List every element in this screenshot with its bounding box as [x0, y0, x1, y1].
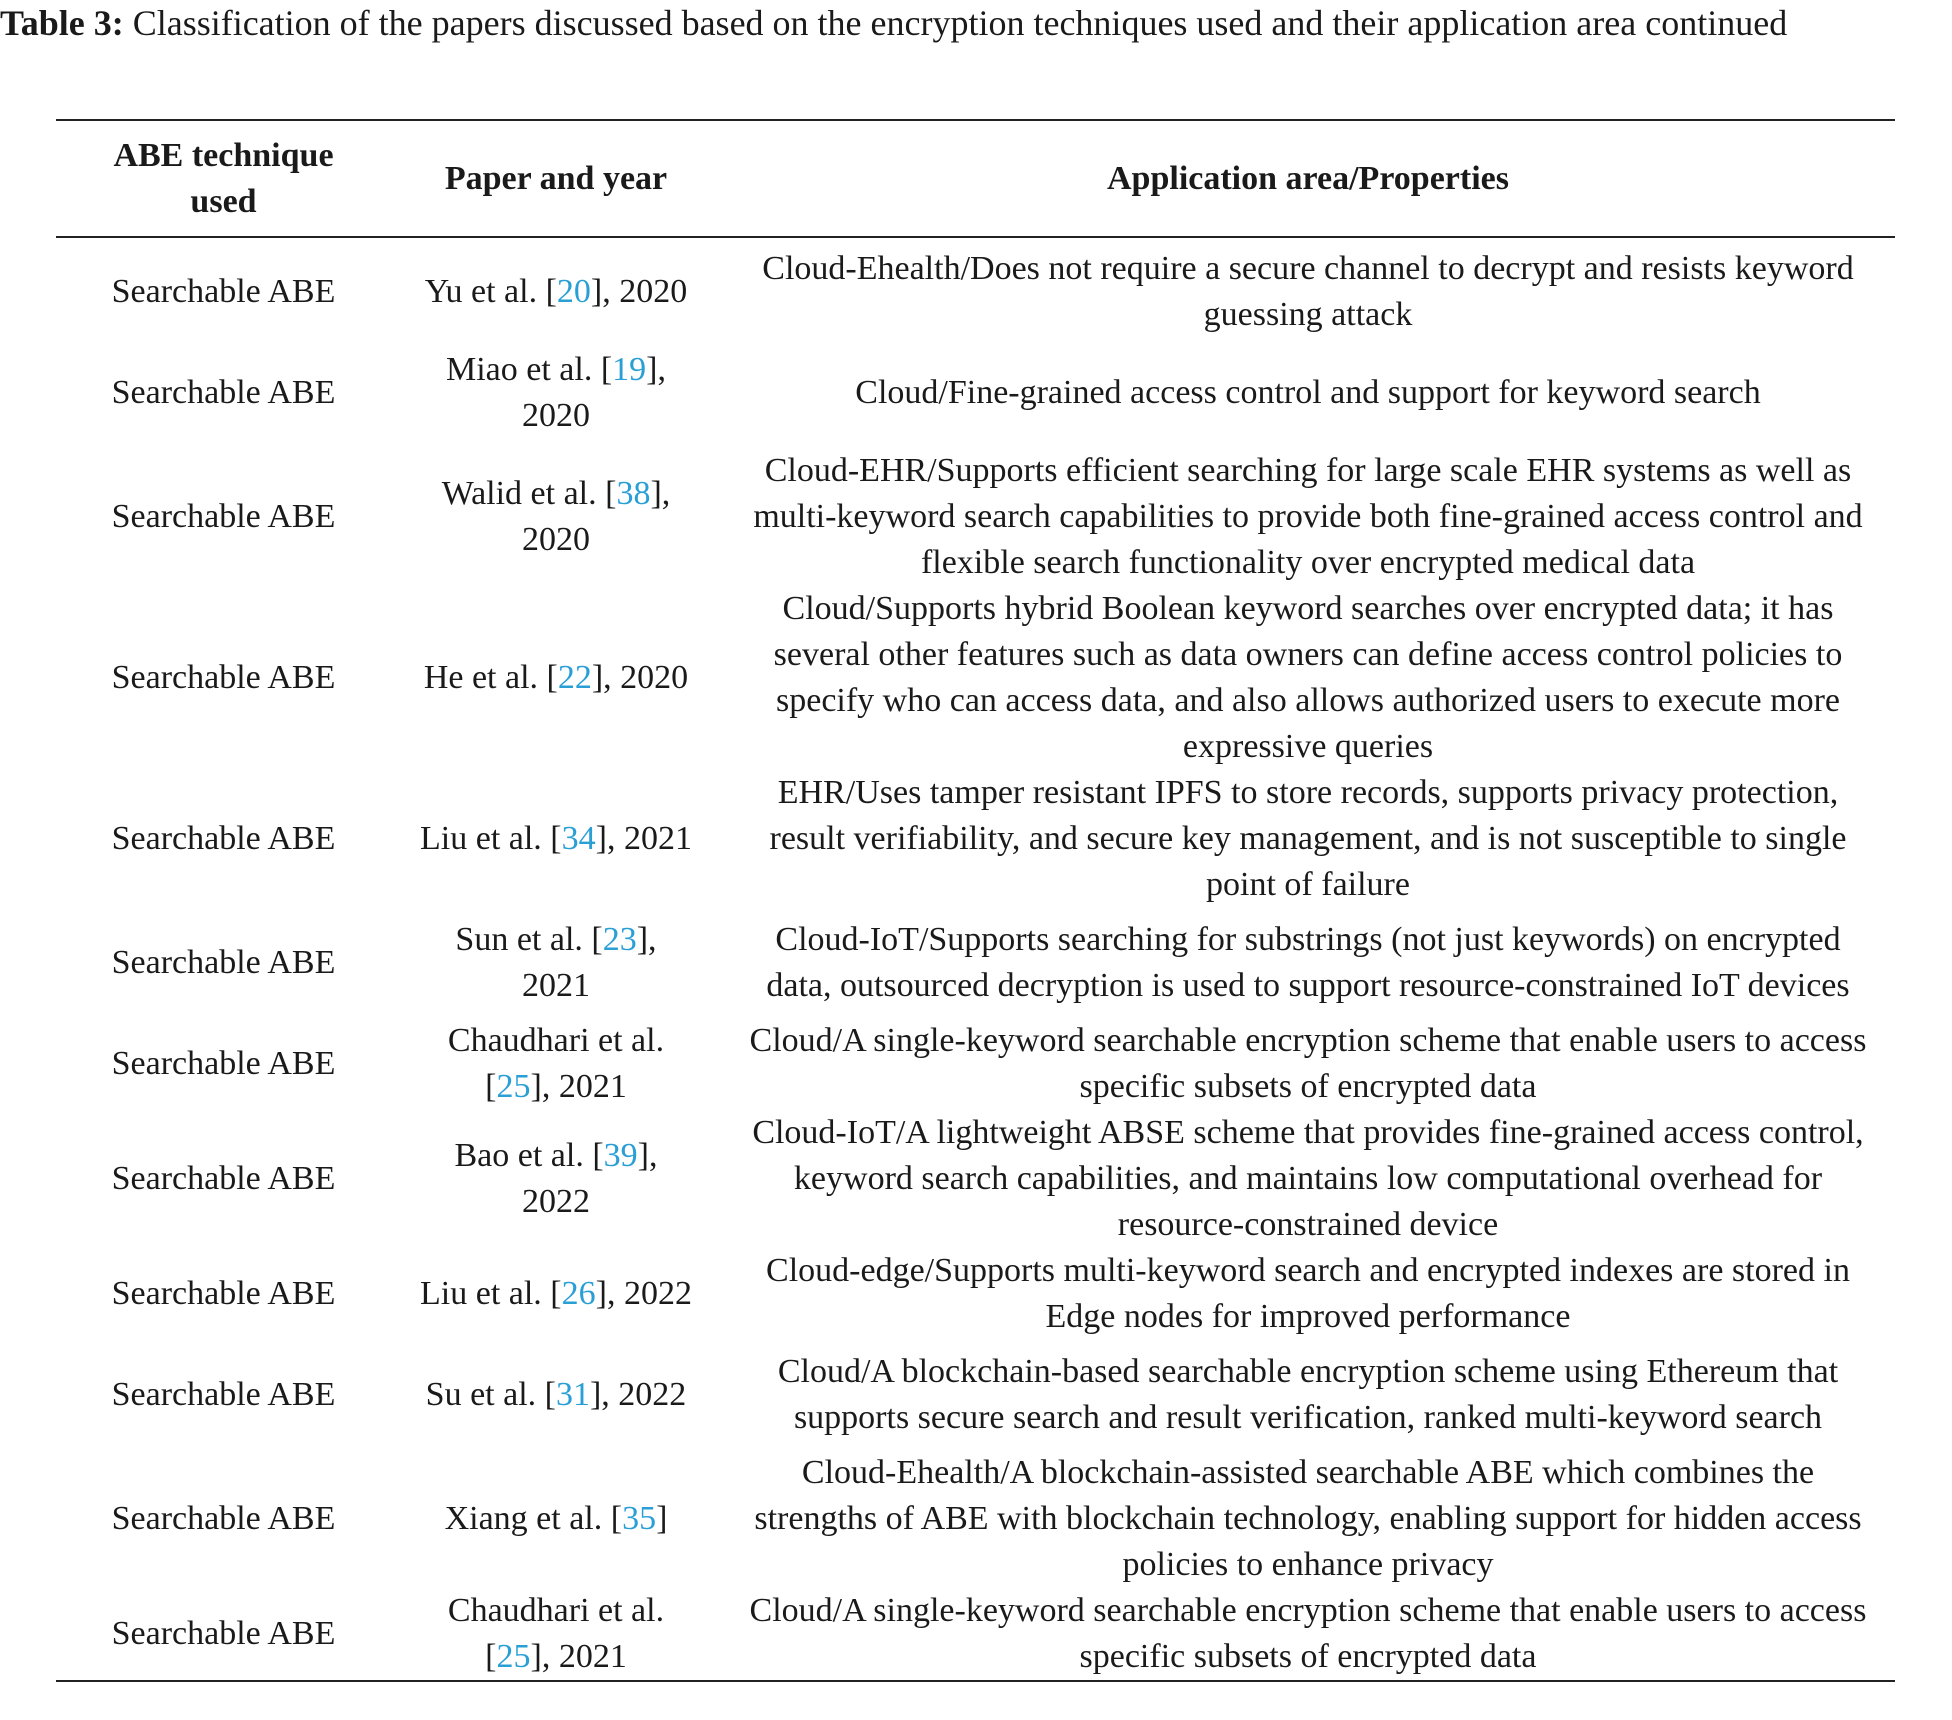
cell-paper-text	[406, 816, 706, 862]
cell-paper	[391, 1588, 721, 1681]
table-row	[56, 1018, 1895, 1110]
paper-author: Sun et al. [	[455, 921, 603, 958]
reference-link[interactable]: 26	[561, 1275, 596, 1312]
cell-paper-text	[441, 917, 671, 1009]
table-row	[56, 448, 1895, 586]
reference-link[interactable]: 25	[496, 1068, 531, 1105]
reference-link[interactable]: 23	[602, 921, 637, 958]
cell-application-text: Cloud-Ehealth/Does not require a secure channel to decrypt and resists keyword guessing attack	[762, 250, 1854, 333]
caption-text: Classification of the papers discussed based on the encryption techniques used and their application area continued	[132, 3, 1788, 43]
cell-application-text: Cloud/A single-keyword searchable encryption scheme that enable users to access specific subsets of encrypted data	[749, 1592, 1867, 1675]
cell-application	[721, 1018, 1895, 1110]
table-row	[56, 1588, 1895, 1681]
reference-link[interactable]: 19	[612, 351, 647, 388]
header-paper: Paper and year	[391, 120, 721, 237]
cell-application	[721, 908, 1895, 1018]
classification-table-container	[56, 119, 1895, 1682]
table-row	[56, 1248, 1895, 1340]
header-technique-label: ABE technique used	[113, 137, 334, 220]
header-technique	[56, 120, 391, 237]
cell-application-text: Cloud-Ehealth/A blockchain-assisted searchable ABE which combines the strengths of ABE with blockchain technology, enabling support for hidden access policies to enhance privacy	[754, 1454, 1862, 1583]
paper-year: ]	[656, 1500, 668, 1537]
cell-paper	[391, 1110, 721, 1248]
reference-link[interactable]: 20	[556, 273, 591, 310]
cell-application-text: Cloud/Supports hybrid Boolean keyword searches over encrypted data; it has several other features such as data owners can define access control policies to specify who can access data, and also allows authorized users to execute more expressive queries	[773, 590, 1843, 765]
cell-technique: Searchable ABE	[111, 1275, 336, 1312]
paper-year: ], 2020	[591, 659, 689, 696]
cell-paper	[391, 1450, 721, 1588]
reference-link[interactable]: 25	[496, 1638, 531, 1675]
table-row	[56, 338, 1895, 448]
cell-paper	[391, 1248, 721, 1340]
paper-year: ], 2020	[522, 475, 671, 558]
cell-technique: Searchable ABE	[111, 498, 336, 535]
reference-link[interactable]: 34	[561, 820, 596, 857]
paper-author: Miao et al. [	[446, 351, 613, 388]
cell-paper-text	[406, 269, 706, 315]
cell-application	[721, 1588, 1895, 1681]
cell-paper	[391, 770, 721, 908]
paper-author: Xiang et al. [	[444, 1500, 623, 1537]
cell-paper-text	[441, 1588, 671, 1680]
table-row	[56, 908, 1895, 1018]
cell-application	[721, 237, 1895, 338]
table-header-row	[56, 120, 1895, 237]
reference-link[interactable]: 22	[557, 659, 592, 696]
cell-paper	[391, 1018, 721, 1110]
cell-application	[721, 1450, 1895, 1588]
paper-year: ], 2021	[530, 1638, 627, 1675]
paper-author: Walid et al. [	[441, 475, 617, 512]
table-row	[56, 1110, 1895, 1248]
reference-link[interactable]: 39	[603, 1137, 638, 1174]
cell-paper-text	[441, 1133, 671, 1225]
table-row	[56, 770, 1895, 908]
paper-year: ], 2020	[590, 273, 688, 310]
cell-paper-text	[406, 1271, 706, 1317]
cell-application-text: Cloud-EHR/Supports efficient searching for large scale EHR systems as well as multi-keyword search capabilities to provide both fine-grained access control and flexible search functionality over encrypted medical data	[753, 452, 1863, 581]
cell-application-text: Cloud-IoT/A lightweight ABSE scheme that provides fine-grained access control, keyword search capabilities, and maintains low computational overhead for resource-constrained device	[752, 1114, 1864, 1243]
table-row	[56, 237, 1895, 338]
cell-paper	[391, 586, 721, 770]
cell-application	[721, 770, 1895, 908]
paper-author: He et al. [	[423, 659, 558, 696]
cell-application-text: Cloud/A blockchain-based searchable encryption scheme using Ethereum that supports secure search and result verification, ranked multi-keyword search	[777, 1353, 1839, 1436]
cell-technique: Searchable ABE	[111, 1376, 336, 1413]
paper-year: ], 2022	[595, 1275, 692, 1312]
paper-year: ], 2021	[522, 921, 657, 1004]
cell-application	[721, 586, 1895, 770]
cell-paper-text	[441, 347, 671, 439]
cell-paper	[391, 338, 721, 448]
cell-paper-text	[441, 1018, 671, 1110]
cell-application-text: Cloud/A single-keyword searchable encryption scheme that enable users to access specific subsets of encrypted data	[749, 1022, 1867, 1105]
paper-author: Bao et al. [	[454, 1137, 604, 1174]
cell-application	[721, 1340, 1895, 1450]
cell-paper	[391, 1340, 721, 1450]
paper-year: ], 2022	[522, 1137, 658, 1220]
cell-application-text: Cloud/Fine-grained access control and support for keyword search	[855, 374, 1761, 411]
table-body	[56, 237, 1895, 1681]
cell-technique: Searchable ABE	[111, 374, 336, 411]
caption-label: Table 3:	[0, 3, 124, 43]
cell-paper-text	[406, 1372, 706, 1418]
cell-application-text: EHR/Uses tamper resistant IPFS to store records, supports privacy protection, result verifiability, and secure key management, and is not susceptible to single point of failure	[769, 774, 1847, 903]
cell-paper	[391, 448, 721, 586]
cell-application	[721, 448, 1895, 586]
cell-paper-text	[406, 655, 706, 701]
table-caption	[0, 0, 1952, 47]
paper-year: ], 2020	[522, 351, 666, 434]
table-row	[56, 1450, 1895, 1588]
paper-author: Chaudhari et al. [	[447, 1592, 665, 1675]
cell-technique: Searchable ABE	[111, 1045, 336, 1082]
cell-application	[721, 1248, 1895, 1340]
cell-application-text: Cloud-IoT/Supports searching for substrings (not just keywords) on encrypted data, outsourced decryption is used to support resource-constrained IoT devices	[766, 921, 1850, 1004]
cell-technique: Searchable ABE	[111, 273, 336, 310]
paper-author: Liu et al. [	[420, 1275, 562, 1312]
cell-technique: Searchable ABE	[111, 659, 336, 696]
cell-application	[721, 338, 1895, 448]
paper-author: Yu et al. [	[424, 273, 557, 310]
paper-author: Chaudhari et al. [	[447, 1022, 665, 1105]
table-row	[56, 1340, 1895, 1450]
cell-technique: Searchable ABE	[111, 1160, 336, 1197]
paper-year: ], 2022	[589, 1376, 687, 1413]
paper-author: Liu et al. [	[420, 820, 562, 857]
cell-paper-text	[406, 1496, 706, 1542]
cell-paper-text	[441, 471, 671, 563]
cell-technique: Searchable ABE	[56, 1588, 391, 1681]
reference-link[interactable]: 38	[616, 475, 651, 512]
cell-application-text: Cloud-edge/Supports multi-keyword search and encrypted indexes are stored in Edge nodes for improved performance	[766, 1252, 1850, 1335]
table-row	[56, 586, 1895, 770]
reference-link[interactable]: 35	[622, 1500, 657, 1537]
paper-author: Su et al. [	[425, 1376, 556, 1413]
cell-technique: Searchable ABE	[111, 820, 336, 857]
paper-year: ], 2021	[595, 820, 692, 857]
reference-link[interactable]: 31	[555, 1376, 590, 1413]
cell-technique: Searchable ABE	[111, 1500, 336, 1537]
cell-paper	[391, 908, 721, 1018]
cell-technique: Searchable ABE	[111, 944, 336, 981]
cell-paper	[391, 237, 721, 338]
cell-application	[721, 1110, 1895, 1248]
paper-year: ], 2021	[530, 1068, 627, 1105]
classification-table	[56, 119, 1895, 1682]
header-application: Application area/Properties	[721, 120, 1895, 237]
